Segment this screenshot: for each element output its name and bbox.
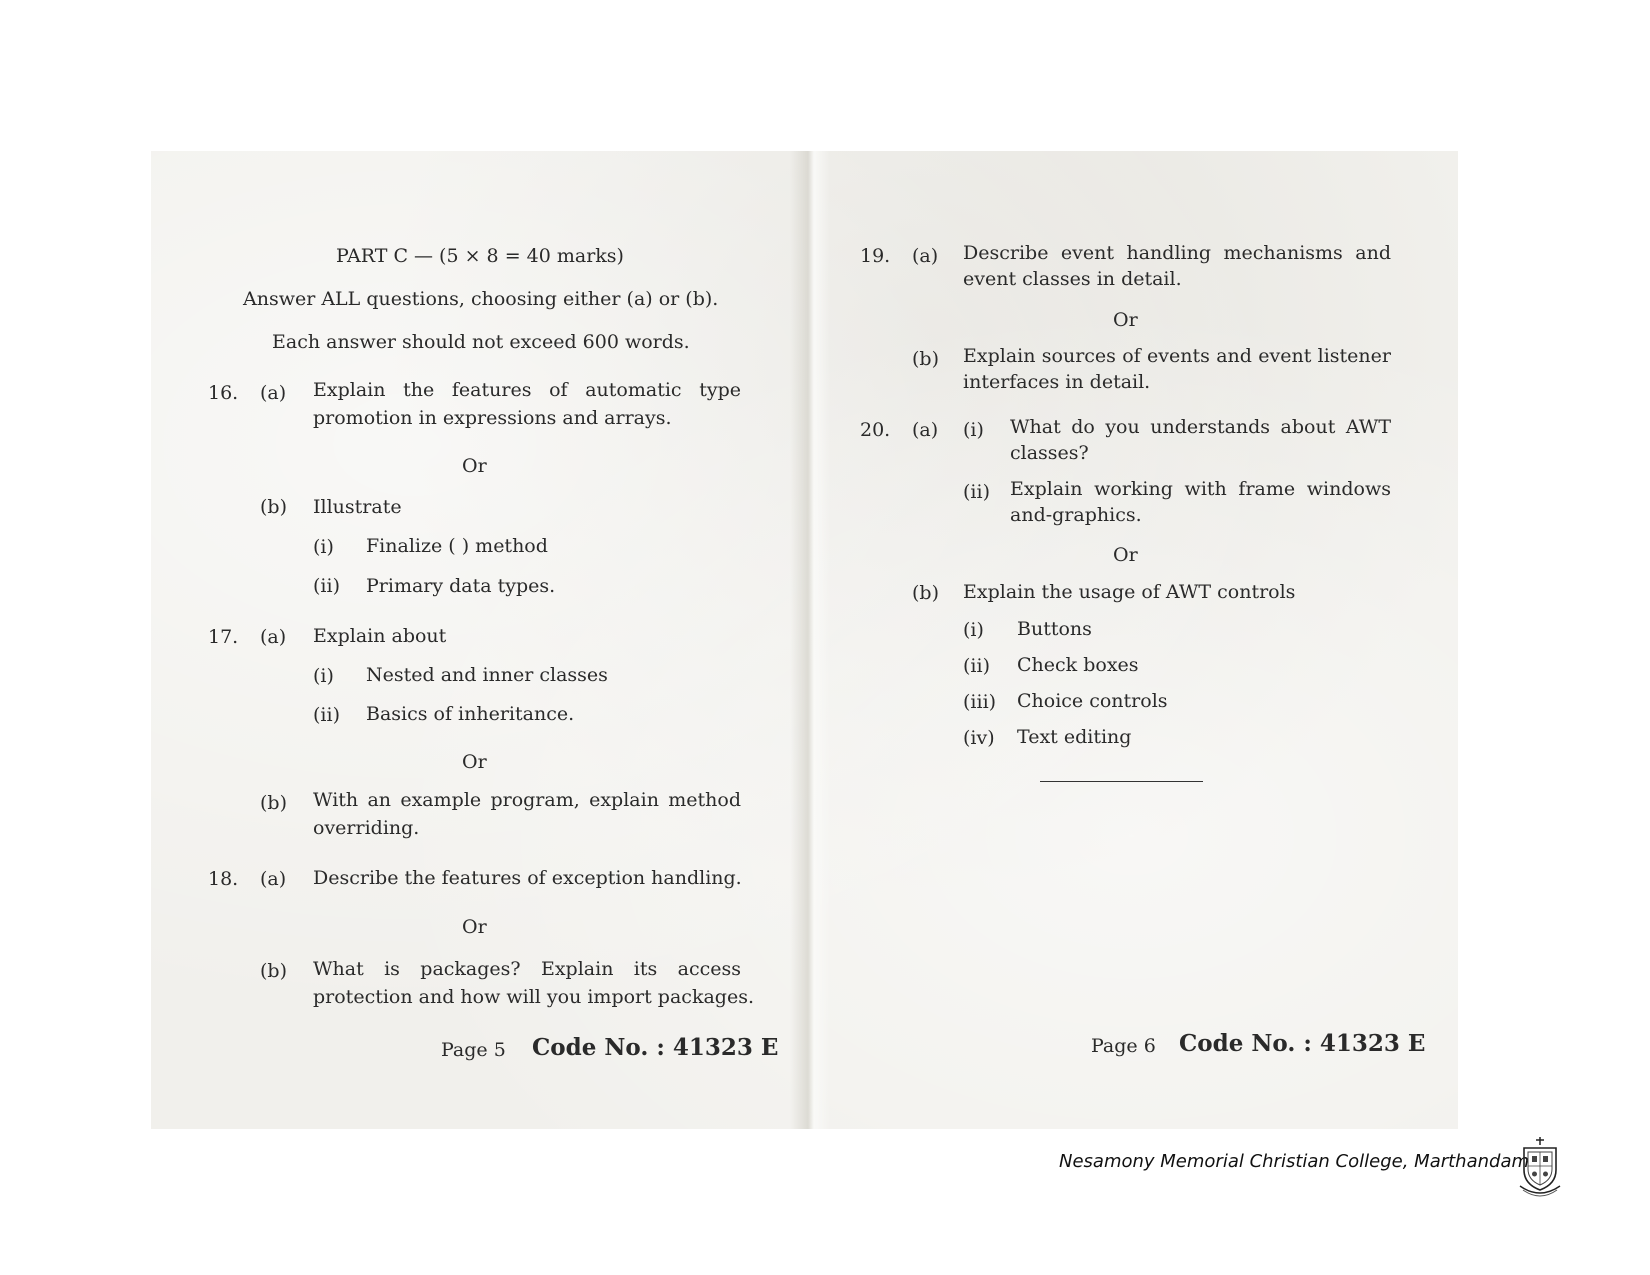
sub-label: (iv) [963, 727, 995, 749]
question-text: Explain the features of automatic type [313, 379, 741, 401]
college-crest-icon [1515, 1136, 1565, 1198]
question-number: 19. [860, 245, 891, 267]
sub-text: Explain working with frame windows [1010, 478, 1391, 500]
or-separator: Or [462, 751, 487, 773]
question-number: 20. [860, 419, 891, 441]
question-text: event classes in detail. [963, 268, 1182, 290]
college-name: Nesamony Memorial Christian College, Marthandam [1059, 1151, 1530, 1172]
sub-text: Check boxes [1017, 654, 1139, 676]
question-text: What is packages? Explain its access [313, 958, 741, 980]
question-number: 18. [208, 868, 239, 890]
sub-text: Nested and inner classes [366, 664, 608, 686]
question-text: Describe event handling mechanisms and [963, 242, 1391, 264]
or-separator: Or [1113, 309, 1138, 331]
part-c-heading: PART C — (5 × 8 = 40 marks) [336, 245, 624, 267]
sub-text: Text editing [1017, 726, 1132, 748]
sub-text: Choice controls [1017, 690, 1168, 712]
question-text: With an example program, explain method [313, 789, 741, 811]
sub-text: and-graphics. [1010, 504, 1142, 526]
or-separator: Or [1113, 544, 1138, 566]
page-number: Page 6 [1091, 1035, 1156, 1057]
question-text: Illustrate [313, 496, 402, 518]
code-number: Code No. : 41323 E [1179, 1030, 1426, 1057]
sub-text: What do you understands about AWT [1010, 416, 1391, 438]
sub-label: (i) [313, 665, 334, 687]
sub-text: Finalize ( ) method [366, 535, 548, 557]
question-number: 17. [208, 626, 239, 648]
option-label: (a) [260, 868, 287, 890]
option-label: (b) [260, 960, 287, 982]
sub-text: Primary data types. [366, 575, 556, 597]
code-number: Code No. : 41323 E [532, 1034, 779, 1061]
sub-label: (i) [313, 536, 334, 558]
question-number: 16. [208, 382, 239, 404]
option-label: (a) [260, 626, 287, 648]
question-text: Describe the features of exception handling. [313, 867, 742, 889]
sub-label: (ii) [963, 481, 990, 503]
option-label: (b) [260, 792, 287, 814]
sub-label: (i) [963, 619, 984, 641]
sub-text: Buttons [1017, 618, 1092, 640]
or-separator: Or [462, 916, 487, 938]
page-number: Page 5 [441, 1039, 506, 1061]
question-text: interfaces in detail. [963, 371, 1151, 393]
sub-label: (ii) [963, 655, 990, 677]
option-label: (b) [912, 582, 939, 604]
end-rule [1040, 781, 1203, 782]
page-fold [790, 151, 830, 1129]
option-label: (b) [260, 496, 287, 518]
sub-label: (i) [963, 419, 984, 441]
question-text: Explain about [313, 625, 447, 647]
option-label: (a) [260, 382, 287, 404]
option-label: (a) [912, 419, 939, 441]
sub-label: (ii) [313, 704, 340, 726]
option-label: (b) [912, 348, 939, 370]
option-label: (a) [912, 245, 939, 267]
sub-text: Basics of inheritance. [366, 703, 575, 725]
instruction-word-limit: Each answer should not exceed 600 words. [272, 331, 690, 353]
or-separator: Or [462, 455, 487, 477]
sub-label: (ii) [313, 575, 340, 597]
sub-label: (iii) [963, 691, 997, 713]
question-text: overriding. [313, 817, 420, 839]
question-text: Explain the usage of AWT controls [963, 581, 1296, 603]
instruction-answer-all: Answer ALL questions, choosing either (a) or (b). [243, 288, 719, 310]
question-text: Explain sources of events and event listener [963, 345, 1391, 367]
question-text: protection and how will you import packages. [313, 986, 754, 1008]
sub-text: classes? [1010, 442, 1089, 464]
question-text: promotion in expressions and arrays. [313, 407, 672, 429]
